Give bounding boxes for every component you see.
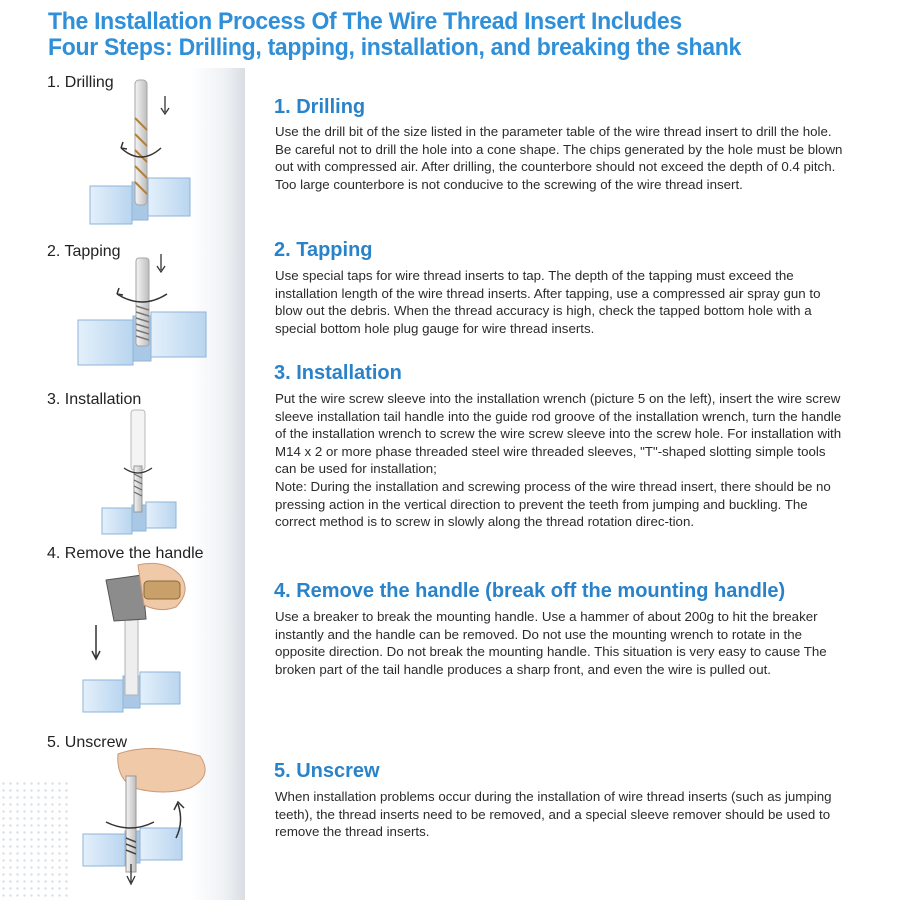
section-body-remove-handle <box>275 608 845 678</box>
drilling-illustration <box>85 78 195 230</box>
decorative-dot-pattern <box>0 780 70 900</box>
step-label-remove-handle: 4. Remove the handle <box>47 545 204 562</box>
section-paragraph: Use the drill bit of the size listed in the parameter table of the wire thread insert to drill the hole. Be careful not to drill the hole into a cone shape. The chips generated by the hole must be blown out with compressed air. After drilling, the counterbore should not exceed the depth of 0.4 pitch. Too large counterbore is not conducive to the screwing of the wire thread insert. <box>275 124 843 192</box>
workpiece-block-right <box>151 312 206 357</box>
installation-illustration <box>100 408 180 538</box>
section-paragraph: Use a breaker to break the mounting handle. Use a hammer of about 200g to hit the breaker instantly and the handle can be removed. Do not use the mounting wrench to rotate in the opposite direction. Do not break the mounting handle. This situation is very easy to cause The broken part of the tail handle produces a sharp front, and even the wire is pulled out. <box>275 609 827 677</box>
down-arrow-icon <box>92 625 100 659</box>
down-arrow-icon <box>161 96 169 114</box>
workpiece-block-right <box>148 178 190 216</box>
section-heading-tapping: 2. Tapping <box>274 239 373 261</box>
section-body-tapping <box>275 267 845 337</box>
step-label-tapping: 2. Tapping <box>47 243 121 260</box>
hammer-handle <box>144 581 180 599</box>
page-title <box>48 8 888 60</box>
title-line-1: The Installation Process Of The Wire Thread Insert Includes <box>48 6 682 35</box>
section-body-drilling <box>275 123 845 193</box>
hammer-head <box>106 575 146 621</box>
section-paragraph: When installation problems occur during the installation of wire thread inserts (such as jumping teeth), the thread inserts need to be removed, and a special sleeve remover should be used to remove the thread inserts. <box>275 789 832 840</box>
step-label-drilling: 1. Drilling <box>47 74 114 91</box>
section-paragraph: Use special taps for wire thread inserts to tap. The depth of the tapping must exceed the installation length of the wire thread inserts. After tapping, use a compressed air spray gun to blow out the debris. When the thread accuracy is high, check the tapped bottom hole with a special bottom hole plug gauge for wire thread inserts. <box>275 268 821 336</box>
section-body-installation <box>275 390 845 531</box>
title-line-2: Four Steps: Drilling, tapping, installation, and breaking the shank <box>48 33 741 61</box>
sleeve-remover <box>126 776 136 872</box>
section-note-paragraph: Note: During the installation and screwing process of the wire thread insert, there should be no pressing action in the vertical direction to prevent the teeth from jumping and buckling. The correct method is to screw in slowly along the thread rotation direc-tion. <box>275 478 831 530</box>
section-paragraph: Put the wire screw sleeve into the installation wrench (picture 5 on the left), insert the wire screw sleeve installation tail handle into the guide rod groove of the installation wrench, turn the handle of the installation wrench to screw the wire screw sleeve into the screw hole. For installation with M14 x 2 or more phase threaded steel wire threaded sleeves, "T"-shaped slotting simple tools can be used for installation; <box>275 391 842 477</box>
breaker-rod <box>125 615 138 695</box>
installation-wrench <box>131 410 145 470</box>
down-arrow-icon <box>157 254 165 272</box>
section-heading-remove-handle: 4. Remove the handle (break off the mounting handle) <box>274 580 786 602</box>
unscrew-illustration <box>80 742 215 887</box>
drill-bit <box>135 80 147 205</box>
workpiece-block-left <box>78 320 133 365</box>
section-heading-drilling: 1. Drilling <box>274 96 366 118</box>
section-body-unscrew <box>275 788 845 841</box>
step-label-installation: 3. Installation <box>47 391 142 408</box>
remove-handle-illustration <box>80 555 210 715</box>
step-label-unscrew: 5. Unscrew <box>47 734 128 751</box>
section-heading-unscrew: 5. Unscrew <box>274 760 380 782</box>
section-heading-installation: 3. Installation <box>274 362 402 384</box>
tapping-illustration <box>75 250 210 370</box>
workpiece-block-left <box>90 186 132 224</box>
